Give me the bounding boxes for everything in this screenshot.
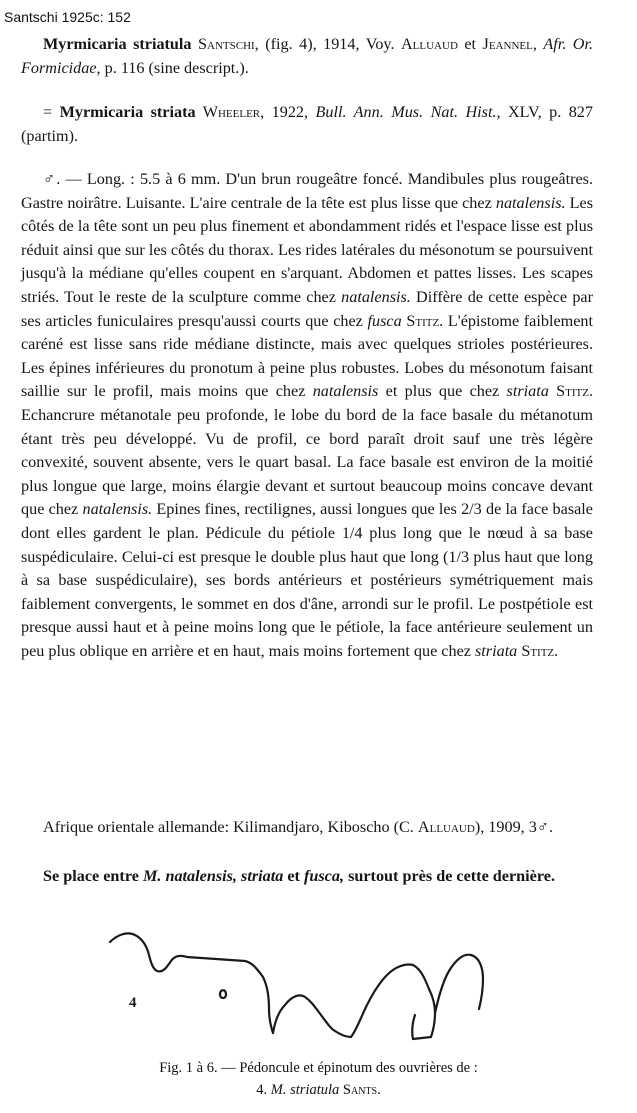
collector-name: Alluaud <box>400 35 458 53</box>
taxon-reference: fusca <box>367 311 402 330</box>
note-text: surtout près de cette dernière. <box>344 867 555 885</box>
taxon-reference: natalensis. <box>495 193 566 212</box>
author-name: Stitz. <box>401 311 444 330</box>
citation-text: , p. 116 (sine descript.). <box>96 58 249 77</box>
figure-label: 4 <box>129 995 137 1011</box>
placement-note <box>21 865 593 889</box>
locality-entry <box>21 816 593 840</box>
citation-text: 1922, <box>264 103 316 121</box>
genus-abbrev: M. <box>142 867 162 885</box>
caption-species: striatula <box>290 1082 340 1098</box>
journal-title: Bull. Ann. Mus. Nat. Hist. <box>315 103 497 121</box>
petiole-outline <box>273 995 351 1037</box>
spiracle-mark <box>220 990 226 998</box>
gaster-outline <box>435 955 483 1013</box>
conjunction-text: et <box>457 35 483 53</box>
locality-text: Afrique orientale allemande: Kilimandjaro, Kiboscho (C. <box>43 818 418 836</box>
description-text: L'épistome faiblement caréné est lisse sans ride médiane distincte, mais avec quelques strioles postérieures. Les épines inférieures du pronotum à peine plus robustes. Lobes du mésonotum faisant saillie sur le profil, mais moins que chez <box>21 311 594 401</box>
petiole-epinotum-drawing <box>95 925 515 1055</box>
note-text: Se place entre <box>43 867 143 885</box>
collector-name: Alluaud <box>417 818 475 836</box>
taxon-reference: striata <box>506 382 549 401</box>
author-name: Stitz. <box>548 382 593 401</box>
epinotum-outline <box>110 933 273 1033</box>
author-name: Stitz. <box>517 641 559 660</box>
synonym-entry-striatula <box>21 33 593 80</box>
author-name: Wheeler, <box>195 103 265 121</box>
taxon-reference: natalensis <box>312 382 379 401</box>
postpetiole-spine <box>412 1015 415 1039</box>
description-text: Diffère de cette espèce par ses articles funiculaires presqu'aussi courts que chez <box>21 287 593 330</box>
punctuation: , <box>532 35 544 53</box>
figure-caption-line1: Fig. 1 à 6. — Pédoncule et épinotum des ouvrières de : <box>159 1060 478 1076</box>
author-name: Santschi, <box>198 35 259 53</box>
synonym-entry-striata <box>21 101 593 148</box>
description-text: Les côtés de la tête sont un peu plus finement et abondamment ridés et l'espace lisse est plus réduit ainsi que sur les côtés du thorax. Les rides latérales du mésonotum se poursuivent jusqu'à la médiane qu'elles coupent en s'arquant. Abdomen et pattes lisses. Les scapes striés. Tout le reste de la sculpture comme chez <box>21 193 593 306</box>
caption-number: 4. <box>256 1082 268 1098</box>
citation-text: , XLV, p. 827 (partim). <box>21 103 593 145</box>
journal-title: Afr. Or. Formicidae <box>21 35 594 77</box>
figure-4-drawing <box>95 925 515 1055</box>
postpetiole-outline <box>351 964 435 1039</box>
taxon-reference: striata <box>236 867 284 885</box>
caption-author: Sants. <box>342 1082 381 1098</box>
male-description <box>21 168 593 663</box>
taxon-reference: natalensis. <box>341 287 411 306</box>
note-text: et <box>283 867 304 885</box>
taxon-reference: striata <box>475 641 518 660</box>
collector-name: Jeannel <box>482 35 533 53</box>
source-citation: Santschi 1925c: 152 <box>4 9 131 25</box>
description-text: Epines fines, rectilignes, aussi longues que les 2/3 de la face basale dont elles gardent le plan. Pédicule du pétiole 1/4 plus long que le nœud à sa base suspédiculaire. Celui-ci est presque le double plus haut que long (1/3 plus haut que long à sa base suspédiculaire), ses bords antérieurs et postérieurs symétriquement mais faiblement convergents, le sommet en dos d'âne, arrondi sur le profil. Le postpétiole est presque aussi haut et à peine moins long que le pétiole, la face antérieure seulement un peu plus oblique en arrière et en haut, mais moins fortement que chez <box>21 500 593 660</box>
citation-text: (fig. 4), 1914, Voy. <box>258 35 401 53</box>
taxon-reference: natalensis. <box>82 500 153 519</box>
description-text: Echancrure métanotale peu profonde, le lobe du bord de la face basale du métanotum étant très peu développé. Vu de profil, ce bord paraît droit sauf une très légère convexité, souvent absente, vers le quart basal. La face basale est environ de la moitié plus longue que large, moins élargie devant et surtout beaucoup moins concave devant que chez <box>21 405 593 519</box>
taxon-reference: natalensis, <box>161 867 237 885</box>
synonym-sign: = <box>43 103 60 121</box>
locality-text: ), 1909, 3♂. <box>474 818 554 836</box>
description-text: ♂. — Long. : 5.5 à 6 mm. D'un brun rougeâtre foncé. Mandibules plus rougeâtres. Gastre noirâtre. Luisante. L'aire centrale de la tête est plus lisse que chez <box>21 170 593 212</box>
taxon-reference: fusca, <box>303 867 345 885</box>
figure-caption-line2 <box>0 1080 637 1100</box>
taxon-name: Myrmicaria striatula <box>43 35 192 53</box>
description-text: et plus que chez <box>378 382 507 401</box>
caption-genus: M. <box>270 1082 287 1098</box>
taxon-name: Myrmicaria striata <box>59 103 196 121</box>
